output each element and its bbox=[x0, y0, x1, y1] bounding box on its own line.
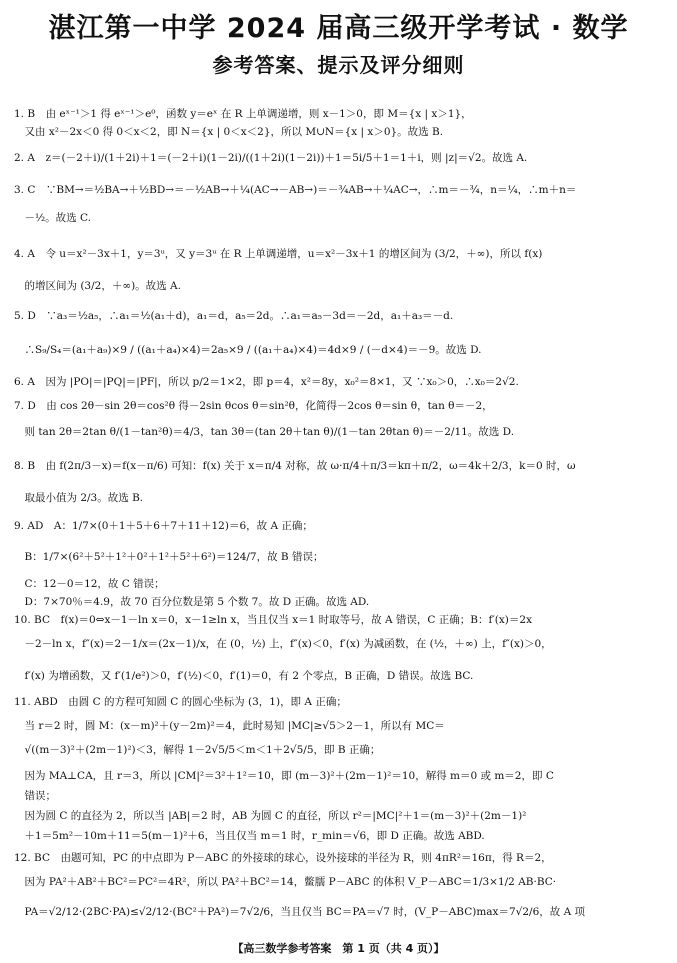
answer-line: 取最小值为 2/3。故选 B. bbox=[14, 492, 144, 504]
answer-line: 12. BC 由题可知，PC 的中点即为 P－ABC 的外接球的球心，设外接球的半径为 R，则 4πR²＝16π，得 R＝2， bbox=[14, 852, 552, 864]
answer-line: －½。故选 C. bbox=[14, 212, 92, 224]
answer-line: 则 tan 2θ＝2tan θ/(1－tan²θ)＝4/3，tan 3θ＝(tan 2θ＋tan θ)/(1－tan 2θtan θ)＝－2/11。故选 D. bbox=[14, 426, 515, 438]
answer-line: 的增区间为 (3/2，＋∞)。故选 A. bbox=[14, 280, 181, 292]
page-subtitle: 参考答案、提示及评分细则 bbox=[212, 53, 465, 77]
answer-line: 6. A 因为 |PO|＝|PQ|＝|PF|，所以 p/2＝1×2，即 p＝4，x²＝8y，x₀²＝8×1，又 ∵x₀＞0，∴x₀＝2√2. bbox=[14, 376, 519, 388]
answer-line: D：7×70％＝4.9，故 70 百分位数是第 5 个数 7。故 D 正确。故选 AD. bbox=[14, 596, 370, 608]
page-title: 湛江第一中学 2024 届高三级开学考试 · 数学 bbox=[48, 13, 629, 44]
answer-line: 1. B 由 eˣ⁻¹＞1 得 eˣ⁻¹＞e⁰，函数 y＝eˣ 在 R 上单调递增，则 x－1＞0，即 M＝{x | x＞1}， bbox=[14, 108, 472, 120]
answer-line: 8. B 由 f(2π/3－x)＝f(x－π/6) 可知：f(x) 关于 x＝π/4 对称，故 ω·π/4＋π/3＝kπ＋π/2，ω＝4k＋2/3，k＝0 时，ω bbox=[14, 460, 576, 472]
answer-line: 10. BC f(x)＝0⇔x－1－ln x＝0，x－1≥ln x，当且仅当 x＝1 时取等号，故 A 错误，C 正确；B：f′(x)＝2x bbox=[14, 614, 533, 626]
answer-line: 4. A 令 u＝x²－3x＋1，y＝3ᵘ，又 y＝3ᵘ 在 R 上单调递增，u＝x²－3x＋1 的增区间为 (3/2，＋∞)，所以 f(x) bbox=[14, 248, 543, 260]
answer-line: ＋1＝5m²－10m＋11＝5(m－1)²＋6，当且仅当 m＝1 时，r_min＝√6，即 D 正确。故选 ABD. bbox=[14, 830, 485, 842]
answer-line: √((m－3)²＋(2m－1)²)＜3，解得 1－2√5/5＜m＜1＋2√5/5，即 B 正确； bbox=[14, 744, 381, 756]
answer-line: C：12－0＝12，故 C 错误； bbox=[14, 578, 165, 590]
answer-line: 当 r＝2 时，圆 M：(x－m)²＋(y－2m)²＝4，此时易知 |MC|≥√5＞2－1，所以有 MC＝ bbox=[14, 720, 445, 732]
answer-line: ∴S₉/S₄＝(a₁＋a₉)×9 / ((a₁＋a₄)×4)＝2a₅×9 / ((a₁＋a₄)×4)＝4d×9 / (－d×4)＝－9。故选 D. bbox=[14, 344, 482, 356]
answer-line: PA＝√2/12·(2BC·PA)≤√2/12·(BC²＋PA²)＝7√2/6，当且仅当 BC＝PA＝√7 时，(V_P－ABC)max＝7√2/6，故 A 项 bbox=[14, 906, 586, 918]
answer-line: 又由 x²－2x＜0 得 0＜x＜2，即 N＝{x | 0＜x＜2}，所以 M∪N＝{x | x＞0}。故选 B. bbox=[14, 126, 444, 138]
answer-line: 2. A z＝(－2＋i)/(1＋2i)＋1＝(－2＋i)(1－2i)/((1＋2i)(1－2i))＋1＝5i/5＋1＝1＋i，则 |z|＝√2。故选 A. bbox=[14, 152, 528, 164]
answer-line: 因为 MA⊥CA，且 r＝3，所以 |CM|²＝3²＋1²＝10，即 (m－3)²＋(2m－1)²＝10，解得 m＝0 或 m＝2，即 C bbox=[14, 770, 554, 782]
page-footer: 【高三数学参考答案 第 1 页（共 4 页）】 bbox=[232, 942, 445, 955]
answer-line: B：1/7×(6²＋5²＋1²＋0²＋1²＋5²＋6²)＝124/7，故 B 错误； bbox=[14, 551, 324, 563]
answer-line: f′(x) 为增函数，又 f′(1/e²)＞0，f′(½)＜0，f′(1)＝0，有 2 个零点，B 正确，D 错误。故选 BC. bbox=[14, 670, 474, 682]
answer-line: 3. C ∵BM→＝½BA→＋½BD→＝－½AB→＋¼(AC→－AB→)＝－¾AB→＋¼AC→，∴m＝－¾，n＝¼，∴m＋n＝ bbox=[14, 184, 577, 196]
answer-line: －2－ln x，f″(x)＝2－1/x＝(2x－1)/x，在 (0，½) 上，f″(x)＜0，f′(x) 为减函数，在 (½，＋∞) 上，f″(x)＞0， bbox=[14, 638, 552, 650]
answer-line: 11. ABD 由圆 C 的方程可知圆 C 的圆心坐标为 (3，1)，即 A 正确； bbox=[14, 696, 347, 708]
answer-line: 错误； bbox=[14, 790, 56, 802]
answer-line: 因为 PA²＋AB²＋BC²＝PC²＝4R²，所以 PA²＋BC²＝14，鳖臑 P－ABC 的体积 V_P－ABC＝1/3×1/2 AB·BC· bbox=[14, 876, 557, 888]
answer-line: 因为圆 C 的直径为 2，所以当 |AB|＝2 时，AB 为圆 C 的直径，所以 r²＝|MC|²＋1＝(m－3)²＋(2m－1)² bbox=[14, 810, 527, 822]
answer-line: 5. D ∵a₃＝½a₅，∴a₁＝½(a₁＋d)，a₁＝d，a₅＝2d。∴a₁＝a₅－3d＝－2d，a₁＋a₃＝－d. bbox=[14, 310, 454, 322]
answer-line: 9. AD A：1/7×(0＋1＋5＋6＋7＋11＋12)＝6，故 A 正确； bbox=[14, 520, 313, 532]
answer-line: 7. D 由 cos 2θ－sin 2θ＝cos²θ 得－2sin θcos θ＝sin²θ，化简得－2cos θ＝sin θ，tan θ＝－2， bbox=[14, 400, 493, 412]
